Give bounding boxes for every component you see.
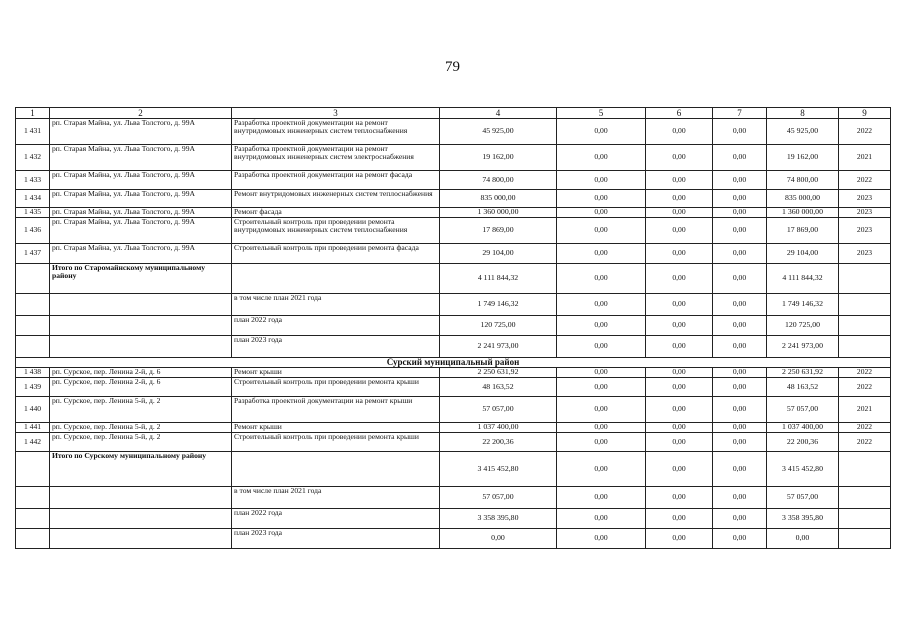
total-label: Итого по Старомайнскому муниципальному району — [50, 264, 232, 294]
value-cell: 0,00 — [646, 264, 713, 294]
address-cell: рп. Старая Майна, ул. Льва Толстого, д. 99А — [50, 218, 232, 244]
header-cell: 6 — [646, 108, 713, 119]
value-cell: 0,00 — [646, 452, 713, 487]
value-cell: 3 415 452,80 — [440, 452, 557, 487]
plan-label: план 2023 года — [232, 529, 440, 549]
value-cell: 0,00 — [713, 264, 767, 294]
header-cell: 9 — [839, 108, 891, 119]
work-type-cell: Строительный контроль при проведении ремонта фасада — [232, 244, 440, 264]
value-cell: 0,00 — [713, 433, 767, 452]
value-cell: 2 241 973,00 — [767, 336, 839, 358]
plan-row — [16, 336, 891, 358]
table-row — [16, 244, 891, 264]
empty-cell — [16, 336, 50, 358]
empty-cell — [839, 509, 891, 529]
value-cell: 0,00 — [646, 294, 713, 316]
value-cell: 0,00 — [646, 208, 713, 218]
value-cell: 0,00 — [440, 529, 557, 549]
value-cell: 2 241 973,00 — [440, 336, 557, 358]
plan-row — [16, 316, 891, 336]
value-cell: 0,00 — [557, 336, 646, 358]
value-cell: 0,00 — [713, 294, 767, 316]
value-cell: 0,00 — [557, 171, 646, 190]
value-cell: 0,00 — [646, 487, 713, 509]
plan-label: в том числе план 2021 года — [232, 294, 440, 316]
value-cell: 57 057,00 — [767, 397, 839, 423]
value-cell: 0,00 — [646, 397, 713, 423]
work-type-cell: Ремонт внутридомовых инженерных систем теплоснабжения — [232, 190, 440, 208]
year-cell: 2022 — [839, 119, 891, 145]
address-cell: рп. Сурское, пер. Ленина 2-й, д. 6 — [50, 368, 232, 378]
value-cell: 0,00 — [646, 218, 713, 244]
value-cell: 22 200,36 — [440, 433, 557, 452]
year-cell: 2023 — [839, 244, 891, 264]
value-cell: 19 162,00 — [767, 145, 839, 171]
value-cell: 1 360 000,00 — [767, 208, 839, 218]
work-type-cell: Разработка проектной документации на ремонт внутридомовых инженерных систем теплоснабжения — [232, 119, 440, 145]
empty-cell — [232, 264, 440, 294]
address-cell: рп. Сурское, пер. Ленина 5-й, д. 2 — [50, 423, 232, 433]
value-cell: 0,00 — [557, 529, 646, 549]
value-cell: 0,00 — [713, 171, 767, 190]
value-cell: 0,00 — [557, 378, 646, 397]
empty-cell — [50, 316, 232, 336]
value-cell: 0,00 — [713, 208, 767, 218]
value-cell: 0,00 — [557, 119, 646, 145]
value-cell: 0,00 — [713, 487, 767, 509]
value-cell: 2 250 631,92 — [440, 368, 557, 378]
table-row — [16, 190, 891, 208]
empty-cell — [16, 452, 50, 487]
plan-label: план 2022 года — [232, 316, 440, 336]
district-title: Сурский муниципальный район — [16, 358, 891, 368]
year-cell: 2023 — [839, 208, 891, 218]
header-row — [16, 108, 891, 119]
header-cell: 3 — [232, 108, 440, 119]
address-cell: рп. Старая Майна, ул. Льва Толстого, д. 99А — [50, 171, 232, 190]
value-cell: 0,00 — [767, 529, 839, 549]
work-type-cell: Ремонт крыши — [232, 423, 440, 433]
value-cell: 1 749 146,32 — [767, 294, 839, 316]
value-cell: 57 057,00 — [440, 397, 557, 423]
value-cell: 0,00 — [557, 509, 646, 529]
value-cell: 57 057,00 — [440, 487, 557, 509]
address-cell: рп. Сурское, пер. Ленина 5-й, д. 2 — [50, 433, 232, 452]
table-row — [16, 397, 891, 423]
value-cell: 0,00 — [557, 423, 646, 433]
year-cell: 2022 — [839, 423, 891, 433]
total-row — [16, 264, 891, 294]
value-cell: 29 104,00 — [767, 244, 839, 264]
empty-cell — [16, 316, 50, 336]
work-type-cell: Строительный контроль при проведении ремонта крыши — [232, 378, 440, 397]
value-cell: 74 800,00 — [440, 171, 557, 190]
empty-cell — [839, 487, 891, 509]
empty-cell — [16, 487, 50, 509]
address-cell: рп. Старая Майна, ул. Льва Толстого, д. 99А — [50, 119, 232, 145]
page-number: 79 — [445, 59, 460, 75]
table-row — [16, 119, 891, 145]
work-type-cell: Разработка проектной документации на ремонт внутридомовых инженерных систем электроснабжения — [232, 145, 440, 171]
value-cell: 17 869,00 — [440, 218, 557, 244]
year-cell: 2023 — [839, 218, 891, 244]
empty-cell — [16, 294, 50, 316]
row-number: 1 434 — [16, 190, 50, 208]
empty-cell — [839, 452, 891, 487]
address-cell: рп. Старая Майна, ул. Льва Толстого, д. 99А — [50, 190, 232, 208]
value-cell: 1 037 400,00 — [767, 423, 839, 433]
row-number: 1 440 — [16, 397, 50, 423]
value-cell: 0,00 — [557, 190, 646, 208]
value-cell: 0,00 — [713, 119, 767, 145]
value-cell: 835 000,00 — [767, 190, 839, 208]
empty-cell — [50, 336, 232, 358]
value-cell: 45 925,00 — [440, 119, 557, 145]
row-number: 1 439 — [16, 378, 50, 397]
header-cell: 8 — [767, 108, 839, 119]
header-cell: 4 — [440, 108, 557, 119]
value-cell: 0,00 — [646, 171, 713, 190]
value-cell: 29 104,00 — [440, 244, 557, 264]
value-cell: 57 057,00 — [767, 487, 839, 509]
value-cell: 0,00 — [646, 145, 713, 171]
value-cell: 19 162,00 — [440, 145, 557, 171]
district-heading-row — [16, 358, 891, 368]
row-number: 1 437 — [16, 244, 50, 264]
empty-cell — [50, 487, 232, 509]
value-cell: 0,00 — [646, 423, 713, 433]
value-cell: 1 037 400,00 — [440, 423, 557, 433]
value-cell: 0,00 — [713, 397, 767, 423]
value-cell: 0,00 — [557, 294, 646, 316]
value-cell: 0,00 — [713, 190, 767, 208]
year-cell: 2021 — [839, 397, 891, 423]
table-row — [16, 433, 891, 452]
value-cell: 0,00 — [557, 208, 646, 218]
table-row — [16, 208, 891, 218]
row-number: 1 431 — [16, 119, 50, 145]
empty-cell — [839, 336, 891, 358]
value-cell: 120 725,00 — [767, 316, 839, 336]
value-cell: 0,00 — [713, 145, 767, 171]
value-cell: 4 111 844,32 — [767, 264, 839, 294]
plan-row — [16, 294, 891, 316]
row-number: 1 436 — [16, 218, 50, 244]
value-cell: 0,00 — [713, 423, 767, 433]
work-type-cell: Ремонт фасада — [232, 208, 440, 218]
empty-cell — [232, 452, 440, 487]
work-type-cell: Строительный контроль при проведении ремонта крыши — [232, 433, 440, 452]
plan-label: план 2023 года — [232, 336, 440, 358]
value-cell: 0,00 — [557, 244, 646, 264]
value-cell: 0,00 — [557, 487, 646, 509]
plan-label: в том числе план 2021 года — [232, 487, 440, 509]
value-cell: 0,00 — [713, 529, 767, 549]
header-cell: 1 — [16, 108, 50, 119]
value-cell: 2 250 631,92 — [767, 368, 839, 378]
empty-cell — [50, 529, 232, 549]
empty-cell — [16, 264, 50, 294]
address-cell: рп. Старая Майна, ул. Льва Толстого, д. 99А — [50, 208, 232, 218]
value-cell: 74 800,00 — [767, 171, 839, 190]
empty-cell — [839, 316, 891, 336]
value-cell: 0,00 — [646, 244, 713, 264]
value-cell: 0,00 — [713, 452, 767, 487]
value-cell: 0,00 — [713, 316, 767, 336]
header-cell: 5 — [557, 108, 646, 119]
table-row — [16, 378, 891, 397]
value-cell: 3 358 395,80 — [440, 509, 557, 529]
value-cell: 22 200,36 — [767, 433, 839, 452]
empty-cell — [50, 509, 232, 529]
value-cell: 1 360 000,00 — [440, 208, 557, 218]
value-cell: 120 725,00 — [440, 316, 557, 336]
plan-row — [16, 487, 891, 509]
value-cell: 0,00 — [646, 378, 713, 397]
plan-row — [16, 509, 891, 529]
value-cell: 0,00 — [713, 509, 767, 529]
address-cell: рп. Сурское, пер. Ленина 2-й, д. 6 — [50, 378, 232, 397]
empty-cell — [16, 509, 50, 529]
empty-cell — [839, 264, 891, 294]
address-cell: рп. Старая Майна, ул. Льва Толстого, д. 99А — [50, 145, 232, 171]
value-cell: 0,00 — [646, 433, 713, 452]
plan-row — [16, 529, 891, 549]
year-cell: 2022 — [839, 171, 891, 190]
value-cell: 0,00 — [557, 452, 646, 487]
year-cell: 2023 — [839, 190, 891, 208]
table-row — [16, 171, 891, 190]
row-number: 1 438 — [16, 368, 50, 378]
value-cell: 0,00 — [557, 264, 646, 294]
value-cell: 0,00 — [713, 244, 767, 264]
value-cell: 0,00 — [557, 145, 646, 171]
value-cell: 0,00 — [557, 316, 646, 336]
value-cell: 0,00 — [646, 316, 713, 336]
capital-repair-table — [15, 107, 891, 549]
address-cell: рп. Старая Майна, ул. Льва Толстого, д. 99А — [50, 244, 232, 264]
value-cell: 0,00 — [646, 368, 713, 378]
work-type-cell: Разработка проектной документации на ремонт фасада — [232, 171, 440, 190]
value-cell: 0,00 — [646, 509, 713, 529]
empty-cell — [839, 529, 891, 549]
value-cell: 45 925,00 — [767, 119, 839, 145]
table-row — [16, 145, 891, 171]
table-row — [16, 218, 891, 244]
value-cell: 0,00 — [557, 433, 646, 452]
empty-cell — [839, 294, 891, 316]
total-label: Итого по Сурскому муниципальному району — [50, 452, 232, 487]
row-number: 1 432 — [16, 145, 50, 171]
header-cell: 2 — [50, 108, 232, 119]
value-cell: 0,00 — [713, 378, 767, 397]
total-row — [16, 452, 891, 487]
table-row — [16, 368, 891, 378]
row-number: 1 441 — [16, 423, 50, 433]
year-cell: 2022 — [839, 433, 891, 452]
value-cell: 835 000,00 — [440, 190, 557, 208]
value-cell: 3 415 452,80 — [767, 452, 839, 487]
value-cell: 0,00 — [646, 529, 713, 549]
empty-cell — [50, 294, 232, 316]
work-type-cell: Ремонт крыши — [232, 368, 440, 378]
year-cell: 2021 — [839, 145, 891, 171]
row-number: 1 433 — [16, 171, 50, 190]
table-row — [16, 423, 891, 433]
year-cell: 2022 — [839, 368, 891, 378]
value-cell: 0,00 — [713, 368, 767, 378]
year-cell: 2022 — [839, 378, 891, 397]
value-cell: 17 869,00 — [767, 218, 839, 244]
plan-label: план 2022 года — [232, 509, 440, 529]
value-cell: 0,00 — [557, 218, 646, 244]
value-cell: 4 111 844,32 — [440, 264, 557, 294]
row-number: 1 435 — [16, 208, 50, 218]
address-cell: рп. Сурское, пер. Ленина 5-й, д. 2 — [50, 397, 232, 423]
value-cell: 0,00 — [557, 368, 646, 378]
value-cell: 3 358 395,80 — [767, 509, 839, 529]
header-cell: 7 — [713, 108, 767, 119]
work-type-cell: Разработка проектной документации на ремонт крыши — [232, 397, 440, 423]
empty-cell — [16, 529, 50, 549]
value-cell: 0,00 — [713, 336, 767, 358]
value-cell: 0,00 — [646, 119, 713, 145]
value-cell: 48 163,52 — [767, 378, 839, 397]
value-cell: 0,00 — [646, 190, 713, 208]
value-cell: 0,00 — [557, 397, 646, 423]
value-cell: 0,00 — [713, 218, 767, 244]
value-cell: 1 749 146,32 — [440, 294, 557, 316]
value-cell: 48 163,52 — [440, 378, 557, 397]
row-number: 1 442 — [16, 433, 50, 452]
value-cell: 0,00 — [646, 336, 713, 358]
work-type-cell: Строительный контроль при проведении ремонта внутридомовых инженерных систем теплоснабжения — [232, 218, 440, 244]
